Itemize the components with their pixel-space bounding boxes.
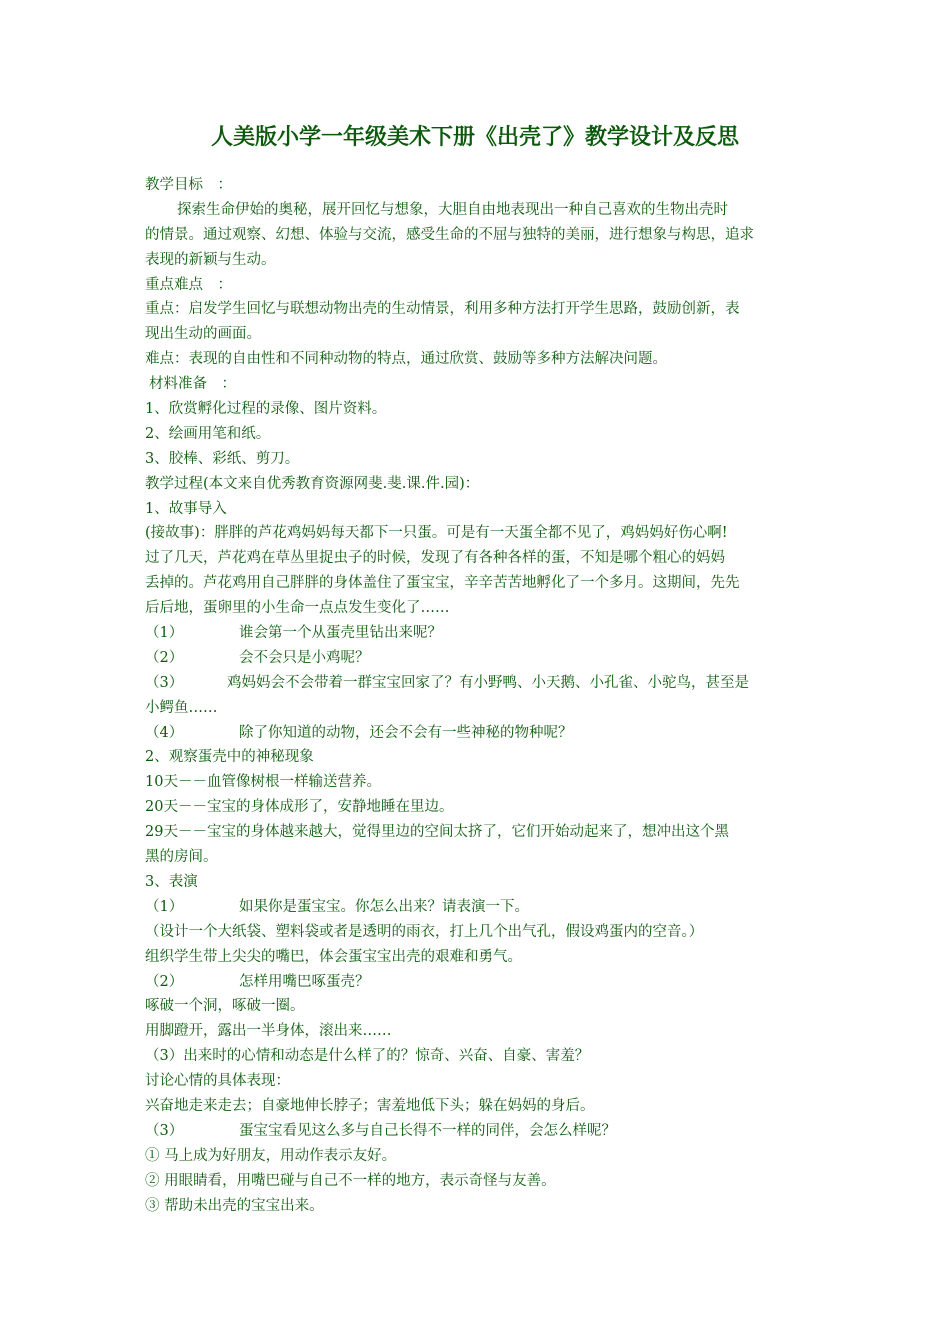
paragraph-line: （设计一个大纸袋、塑料袋或者是透明的雨衣，打上几个出气孔，假设鸡蛋内的空音。）: [145, 923, 704, 940]
list-item: 1、欣赏孵化过程的录像、图片资料。: [145, 401, 387, 418]
paragraph-line: 难点：表现的自由性和不同种动物的特点，通过欣赏、鼓励等多种方法解决问题。: [145, 351, 667, 368]
numbered-question: （3）出来时的心情和动态是什么样了的？惊奇、兴奋、自豪、害羞？: [145, 1048, 590, 1065]
timeline-item: 29天－－宝宝的身体越来越大，觉得里边的空间太挤了，它们开始动起来了，想冲出这个黑: [145, 824, 729, 841]
numbered-question: [145, 621, 810, 646]
question-text: 如果你是蛋宝宝。你怎么出来？请表演一下。: [239, 898, 529, 915]
paragraph-line: (接故事)：胖胖的芦花鸡妈妈每天都下一只蛋。可是有一天蛋全都不见了，鸡妈妈好伤心啊!: [145, 525, 728, 542]
question-number: （1）: [145, 625, 184, 642]
paragraph-line: 表现的新颖与生动。: [145, 251, 276, 268]
paragraph-line: 兴奋地走来走去；自豪地伸长脖子；害羞地低下头；躲在妈妈的身后。: [145, 1097, 595, 1114]
paragraph-line: 黑的房间。: [145, 849, 218, 866]
paragraph-line: 小鳄鱼……: [145, 699, 218, 716]
timeline-item: 10天－－血管像树根一样输送营养。: [145, 774, 381, 791]
paragraph-line: 组织学生带上尖尖的嘴巴，体会蛋宝宝出壳的艰难和勇气。: [145, 948, 522, 965]
document-title: 人美版小学一年级美术下册《出壳了》教学设计及反思: [210, 124, 739, 150]
question-number: （2）: [145, 649, 184, 666]
paragraph-line: 过了几天，芦花鸡在草丛里捉虫子的时候，发现了有各种各样的蛋，不知是哪个粗心的妈妈: [145, 550, 725, 567]
question-text: 怎样用嘴巴啄蛋壳？: [239, 973, 370, 990]
subsection-heading: 2、观察蛋壳中的神秘现象: [145, 749, 314, 766]
paragraph-line: 后后地，蛋卵里的小生命一点点发生变化了……: [145, 600, 450, 617]
timeline-item: 20天－－宝宝的身体成形了，安静地睡在里边。: [145, 799, 454, 816]
numbered-question: [145, 1119, 810, 1144]
question-text: 会不会只是小鸡呢？: [239, 649, 370, 666]
question-number: （2）: [145, 973, 184, 990]
question-text: 除了你知道的动物，还会不会有一些神秘的物种呢？: [239, 724, 573, 741]
paragraph-line: 讨论心情的具体表现：: [145, 1073, 290, 1090]
question-number: （3）: [145, 674, 184, 691]
numbered-question: [145, 671, 810, 696]
question-text: 谁会第一个从蛋壳里钻出来呢？: [239, 625, 442, 642]
list-item: 2、绘画用笔和纸。: [145, 425, 271, 442]
subsection-heading: 3、表演: [145, 873, 198, 890]
list-item: 3、胶棒、彩纸、剪刀。: [145, 450, 300, 467]
question-text: 鸡妈妈会不会带着一群宝宝回家了？有小野鸭、小天鹅、小孔雀、小驼鸟，甚至是: [227, 674, 749, 691]
section-heading-materials: 材料准备 ：: [149, 376, 236, 393]
question-text: 蛋宝宝看见这么多与自己长得不一样的同伴，会怎么样呢？: [239, 1122, 616, 1139]
list-item: ② 用眼睛看，用嘴巴碰与自己不一样的地方，表示奇怪与友善。: [145, 1172, 556, 1189]
numbered-question: [145, 721, 810, 746]
paragraph-line: 用脚蹬开，露出一半身体，滚出来……: [145, 1023, 392, 1040]
section-heading-key-points: 重点难点 ：: [145, 276, 232, 293]
question-number: （1）: [145, 898, 184, 915]
numbered-question: [145, 895, 810, 920]
numbered-question: [145, 646, 810, 671]
question-number: （3）: [145, 1122, 184, 1139]
paragraph-line: 的情景。通过观察、幻想、体验与交流，感受生命的不屈与独特的美丽，进行想象与构思，追求: [145, 226, 754, 243]
paragraph-line: 现出生动的画面。: [145, 326, 261, 343]
section-heading-process: 教学过程(本文来自优秀教育资源网斐.斐.课.件.园)：: [145, 475, 480, 492]
question-number: （4）: [145, 724, 184, 741]
list-item: ③ 帮助未出壳的宝宝出来。: [145, 1197, 324, 1214]
paragraph-line: 丢掉的。芦花鸡用自己胖胖的身体盖住了蛋宝宝，辛辛苦苦地孵化了一个多月。这期间，先先: [145, 575, 740, 592]
numbered-question: [145, 970, 810, 995]
list-item: ① 马上成为好朋友，用动作表示友好。: [145, 1147, 397, 1164]
paragraph-line: 重点：启发学生回忆与联想动物出壳的生动情景，利用多种方法打开学生思路，鼓励创新，表: [145, 301, 740, 318]
section-heading-objectives: 教学目标 ：: [145, 177, 232, 193]
document-body: [145, 173, 810, 1218]
subsection-heading: 1、故事导入: [145, 500, 227, 517]
paragraph-line: 探索生命伊始的奥秘，展开回忆与想象，大胆自由地表现出一种自己喜欢的生物出壳时: [177, 201, 728, 218]
paragraph-line: 啄破一个洞，啄破一圈。: [145, 998, 305, 1015]
